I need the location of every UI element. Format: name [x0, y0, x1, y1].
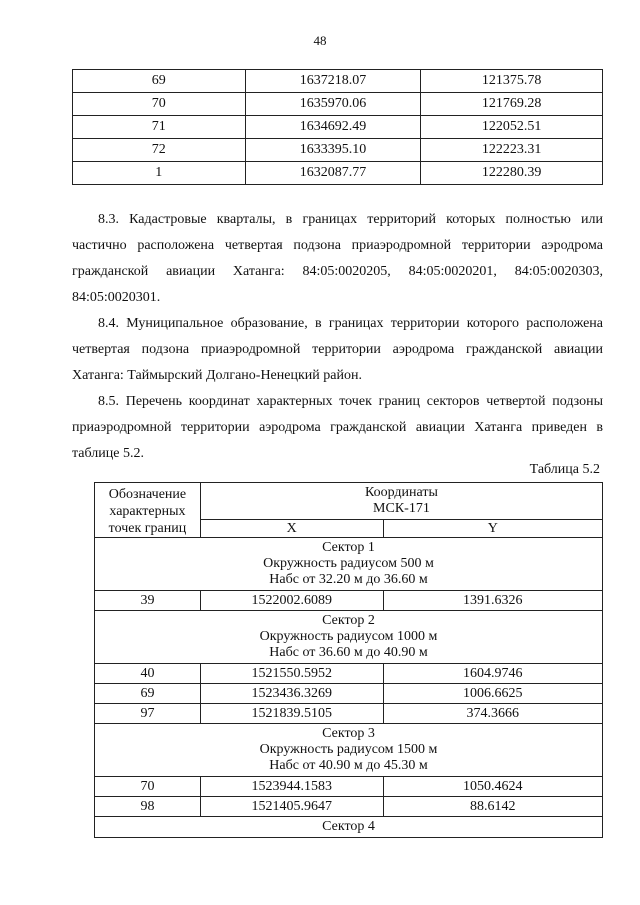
sector-title — [95, 538, 603, 591]
point-number: 98 — [95, 797, 201, 817]
sector-height: Набс от 40.90 м до 45.30 м — [269, 758, 428, 773]
sector-title — [95, 611, 603, 664]
sector-height: Набс от 36.60 м до 40.90 м — [269, 645, 428, 660]
sector-header-row — [95, 817, 603, 838]
sector-header-row — [95, 538, 603, 591]
table-row — [95, 684, 603, 704]
table-row — [73, 116, 603, 139]
coord-y: 121375.78 — [421, 70, 603, 93]
table-row — [95, 664, 603, 684]
coord-x: 1635970.06 — [245, 93, 421, 116]
table-row — [73, 162, 603, 185]
coord-y: 1604.9746 — [383, 664, 602, 684]
header-coordinates-line1: Координаты — [364, 485, 438, 500]
coord-y: 121769.28 — [421, 93, 603, 116]
coord-x: 1521405.9647 — [200, 797, 383, 817]
sector-height: Набс от 32.20 м до 36.60 м — [269, 572, 428, 587]
coord-x: 1634692.49 — [245, 116, 421, 139]
sector-header-row — [95, 724, 603, 777]
table-row — [73, 139, 603, 162]
coord-x: 1523436.3269 — [200, 684, 383, 704]
sector-radius: Окружность радиусом 500 м — [263, 556, 434, 571]
sector-title — [95, 817, 603, 838]
coord-x: 1632087.77 — [245, 162, 421, 185]
coord-y: 122223.31 — [421, 139, 603, 162]
sector-name: Сектор 3 — [322, 726, 375, 741]
coord-x: 1521550.5952 — [200, 664, 383, 684]
table-row — [95, 777, 603, 797]
point-number: 97 — [95, 704, 201, 724]
sector-title — [95, 724, 603, 777]
coord-y: 122052.51 — [421, 116, 603, 139]
table-row — [73, 70, 603, 93]
coord-y: 1006.6625 — [383, 684, 602, 704]
coordinates-table-5-2 — [94, 482, 603, 838]
point-number: 40 — [95, 664, 201, 684]
table-row — [95, 797, 603, 817]
paragraph-8-3: 8.3. Кадастровые кварталы, в границах территорий которых полностью или частично расположена четвертая подзона приаэродромной территории аэродрома гражданской авиации Хатанга: 84:05:0020205, 84:05:0020201, 84:05:0020303, 84:05:0020301. — [72, 212, 603, 305]
point-number: 70 — [95, 777, 201, 797]
table-row — [95, 704, 603, 724]
point-number: 70 — [73, 93, 246, 116]
coord-y: 88.6142 — [383, 797, 602, 817]
table-row — [73, 93, 603, 116]
sector-name: Сектор 2 — [322, 613, 375, 628]
top-coordinates-table — [72, 69, 603, 185]
coord-x: 1521839.5105 — [200, 704, 383, 724]
sector-header-row — [95, 611, 603, 664]
point-number: 1 — [73, 162, 246, 185]
point-number: 72 — [73, 139, 246, 162]
coord-x: 1633395.10 — [245, 139, 421, 162]
sector-name: Сектор 4 — [322, 819, 375, 834]
header-y: Y — [383, 520, 602, 538]
point-number: 69 — [73, 70, 246, 93]
sector-radius: Окружность радиусом 1000 м — [259, 629, 438, 644]
coord-x: 1522002.6089 — [200, 591, 383, 611]
header-coordinates-line2: МСК-171 — [373, 501, 430, 516]
coord-x: 1523944.1583 — [200, 777, 383, 797]
coord-y: 374.3666 — [383, 704, 602, 724]
coord-y: 1050.4624 — [383, 777, 602, 797]
coord-y: 122280.39 — [421, 162, 603, 185]
header-point-designation: Обозначение характерных точек границ — [95, 483, 201, 538]
point-number: 39 — [95, 591, 201, 611]
point-number: 69 — [95, 684, 201, 704]
header-x: X — [200, 520, 383, 538]
header-coordinates — [200, 483, 602, 520]
page-number: 48 — [313, 33, 327, 48]
table-row — [95, 591, 603, 611]
coord-y: 1391.6326 — [383, 591, 602, 611]
coord-x: 1637218.07 — [245, 70, 421, 93]
point-number: 71 — [73, 116, 246, 139]
paragraph-8-5: 8.5. Перечень координат характерных точек границ секторов четвертой подзоны приаэродромной территории аэродрома гражданской авиации Хатанга приведен в таблице 5.2. — [72, 394, 603, 461]
sector-radius: Окружность радиусом 1500 м — [259, 742, 438, 757]
table-caption: Таблица 5.2 — [529, 462, 600, 477]
paragraph-8-4: 8.4. Муниципальное образование, в границах территории которого расположена четвертая подзона приаэродромной территории аэродрома гражданской авиации Хатанга: Таймырский Долгано-Ненецкий район. — [72, 316, 603, 383]
sector-name: Сектор 1 — [322, 540, 375, 555]
